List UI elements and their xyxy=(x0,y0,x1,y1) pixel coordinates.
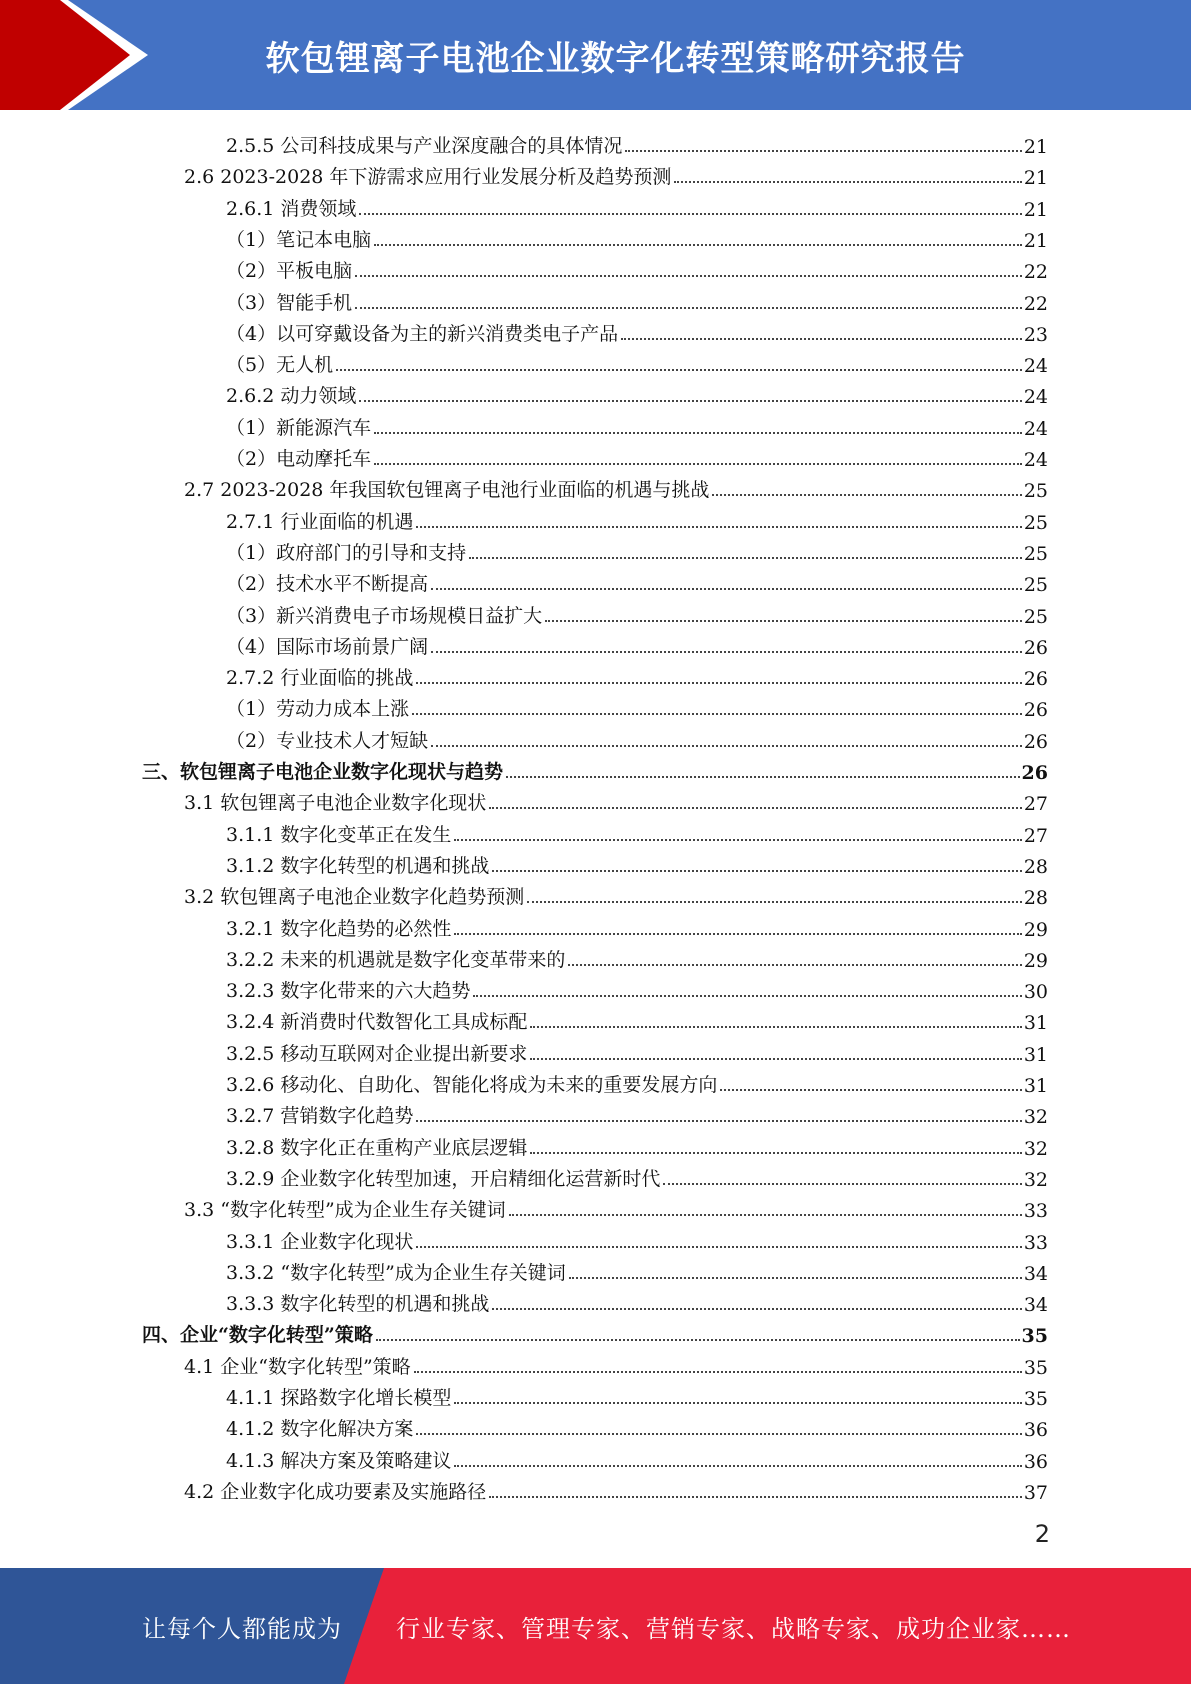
toc-entry-title: 3.1.1 数字化变革正在发生 xyxy=(226,823,452,846)
toc-entry-page: 21 xyxy=(1023,136,1048,158)
toc-entry-page: 22 xyxy=(1023,261,1048,284)
toc-entry-title: 4.1.2 数字化解决方案 xyxy=(226,1418,414,1441)
toc-entry-page: 25 xyxy=(1023,574,1048,597)
toc-entry-title: （4）国际市场前景广阔 xyxy=(226,635,429,658)
toc-leader-dots xyxy=(431,745,1022,747)
toc-entry-title: 2.7.2 行业面临的挑战 xyxy=(226,667,414,690)
toc-entry-title: （1）笔记本电脑 xyxy=(226,228,372,251)
toc-entry-title: 四、企业“数字化转型”策略 xyxy=(142,1324,373,1347)
toc-entry[interactable] xyxy=(226,127,1048,158)
toc-entry-page: 23 xyxy=(1023,323,1048,346)
toc-entry-title: 3.2.9 企业数字化转型加速，开启精细化运营新时代 xyxy=(226,1167,661,1190)
toc-leader-dots xyxy=(569,1277,1022,1279)
toc-entry-page: 24 xyxy=(1023,449,1048,471)
toc-entry-page: 26 xyxy=(1023,730,1048,753)
toc-entry-page: 32 xyxy=(1023,1168,1048,1191)
toc-entry-title: （1）劳动力成本上涨 xyxy=(226,698,410,721)
toc-entry-title: 3.3.1 企业数字化现状 xyxy=(226,1230,414,1253)
toc-entry-title: 3.3.2 “数字化转型”成为企业生存关键词 xyxy=(226,1261,566,1284)
toc-entry-title: （5）无人机 xyxy=(226,354,334,377)
toc-entry-title: 2.6 2023-2028 年下游需求应用行业发展分析及趋势预测 xyxy=(184,166,672,189)
toc-entry-page: 27 xyxy=(1023,824,1048,847)
toc-leader-dots xyxy=(374,463,1022,465)
toc-leader-dots xyxy=(376,1339,1020,1341)
toc-entry-page: 26 xyxy=(1023,636,1048,659)
toc-entry[interactable] xyxy=(226,659,1048,690)
toc-entry-page: 26 xyxy=(1023,699,1048,722)
toc-entry-title: 2.5.5 公司科技成果与产业深度融合的具体情况 xyxy=(226,135,623,157)
toc-entry[interactable] xyxy=(226,816,1048,847)
report-title: 软包锂离子电池企业数字化转型策略研究报告 xyxy=(265,38,966,79)
toc-entry-page: 28 xyxy=(1023,887,1048,910)
toc-entry-page: 33 xyxy=(1023,1200,1048,1223)
toc-entry-title: 3.2.7 营销数字化趋势 xyxy=(226,1105,414,1128)
toc-leader-dots xyxy=(720,1089,1021,1091)
toc-leader-dots xyxy=(416,526,1021,528)
toc-entry[interactable] xyxy=(226,503,1048,534)
toc-leader-dots xyxy=(506,776,1020,778)
toc-entry-title: 3.2.3 数字化带来的六大趋势 xyxy=(226,980,471,1003)
toc-leader-dots xyxy=(412,713,1022,715)
toc-leader-dots xyxy=(489,807,1022,809)
footer-slogan-left: 让每个人都能成为 xyxy=(142,1614,342,1643)
toc-entry-page: 33 xyxy=(1023,1231,1048,1254)
toc-entry-title: （1）新能源汽车 xyxy=(226,416,372,439)
toc-entry-page: 36 xyxy=(1023,1419,1048,1442)
toc-entry-title: 4.1 企业“数字化转型”策略 xyxy=(184,1355,411,1378)
toc-leader-dots xyxy=(545,620,1022,622)
toc-leader-dots xyxy=(712,494,1021,496)
toc-entry-page: 36 xyxy=(1023,1450,1048,1473)
header-chevron-icon xyxy=(0,0,160,110)
toc-leader-dots xyxy=(336,369,1022,371)
toc-entry-page: 24 xyxy=(1023,355,1048,378)
toc-entry[interactable] xyxy=(226,1442,1048,1473)
toc-entry-page: 31 xyxy=(1023,1012,1048,1035)
toc-entry-title: 2.7 2023-2028 年我国软包锂离子电池行业面临的机遇与挑战 xyxy=(184,479,710,502)
toc-entry-page: 25 xyxy=(1023,542,1048,565)
toc-entry-page: 24 xyxy=(1023,386,1048,409)
toc-entry-page: 25 xyxy=(1023,605,1048,628)
toc-entry[interactable] xyxy=(226,1160,1048,1191)
toc-entry-title: 2.7.1 行业面临的机遇 xyxy=(226,510,414,533)
toc-leader-dots xyxy=(527,901,1022,903)
toc-entry-page: 21 xyxy=(1023,229,1048,252)
toc-leader-dots xyxy=(454,933,1021,935)
toc-entry[interactable] xyxy=(226,722,1048,753)
toc-entry[interactable] xyxy=(226,346,1048,377)
toc-entry[interactable] xyxy=(184,158,1048,189)
toc-entry[interactable] xyxy=(226,1223,1048,1254)
toc-leader-dots xyxy=(454,1402,1021,1404)
toc-entry[interactable] xyxy=(226,284,1048,315)
toc-entry-title: 3.2 软包锂离子电池企业数字化趋势预测 xyxy=(184,886,525,909)
toc-entry-title: （2）电动摩托车 xyxy=(226,448,372,470)
toc-entry-title: 2.6.2 动力领域 xyxy=(226,385,357,408)
toc-leader-dots xyxy=(374,244,1022,246)
page-footer xyxy=(0,1568,1191,1684)
toc-entry[interactable] xyxy=(226,690,1048,721)
toc-entry[interactable] xyxy=(226,1285,1048,1316)
footer-slogan-right: 行业专家、管理专家、营销专家、战略专家、成功企业家…… xyxy=(396,1614,1071,1643)
toc-entry-page: 35 xyxy=(1021,1325,1048,1348)
toc-entry[interactable] xyxy=(226,565,1048,596)
toc-leader-dots xyxy=(509,1214,1022,1216)
toc-leader-dots xyxy=(469,557,1022,559)
toc-entry[interactable] xyxy=(226,534,1048,565)
toc-entry[interactable] xyxy=(184,471,1048,502)
toc-entry-page: 28 xyxy=(1023,855,1048,878)
toc-entry-title: 2.6.1 消费领域 xyxy=(226,197,357,220)
toc-entry-title: 4.2 企业数字化成功要素及实施路径 xyxy=(184,1480,487,1503)
toc-entry[interactable] xyxy=(226,190,1048,221)
toc-leader-dots xyxy=(416,1433,1021,1435)
toc-entry[interactable] xyxy=(226,972,1048,1003)
toc-entry-title: 3.2.8 数字化正在重构产业底层逻辑 xyxy=(226,1136,528,1159)
toc-entry[interactable] xyxy=(226,1129,1048,1160)
toc-entry-page: 29 xyxy=(1023,949,1048,972)
toc-entry-title: 3.3.3 数字化转型的机遇和挑战 xyxy=(226,1293,490,1316)
toc-entry[interactable] xyxy=(226,1410,1048,1441)
toc-entry-title: 3.2.6 移动化、自助化、智能化将成为未来的重要发展方向 xyxy=(226,1074,718,1096)
toc-leader-dots xyxy=(454,1465,1021,1467)
toc-leader-dots xyxy=(374,432,1022,434)
toc-entry-title: 4.1.3 解决方案及策略建议 xyxy=(226,1449,452,1472)
toc-entry-page: 35 xyxy=(1023,1388,1048,1410)
toc-leader-dots xyxy=(663,1183,1021,1185)
toc-leader-dots xyxy=(625,150,1021,152)
toc-entry[interactable] xyxy=(226,628,1048,659)
toc-entry[interactable] xyxy=(142,1316,1048,1347)
toc-leader-dots xyxy=(414,1371,1022,1373)
toc-entry-page: 32 xyxy=(1023,1106,1048,1129)
toc-entry[interactable] xyxy=(184,1348,1048,1379)
toc-entry-title: 3.2.5 移动互联网对企业提出新要求 xyxy=(226,1042,528,1065)
toc-leader-dots xyxy=(530,1152,1021,1154)
toc-entry[interactable] xyxy=(226,409,1048,440)
toc-entry[interactable] xyxy=(226,910,1048,941)
toc-leader-dots xyxy=(530,1058,1021,1060)
toc-entry-title: （2）平板电脑 xyxy=(226,260,353,283)
toc-entry[interactable] xyxy=(226,1097,1048,1128)
toc-leader-dots xyxy=(568,964,1021,966)
toc-leader-dots xyxy=(473,995,1021,997)
toc-entry-title: （2）专业技术人才短缺 xyxy=(226,729,429,752)
toc-entry-page: 25 xyxy=(1023,480,1048,503)
toc-entry-title: 3.2.4 新消费时代数智化工具成标配 xyxy=(226,1011,528,1034)
toc-entry-page: 26 xyxy=(1023,668,1048,691)
toc-leader-dots xyxy=(492,1308,1021,1310)
toc-leader-dots xyxy=(416,682,1021,684)
toc-entry[interactable] xyxy=(226,1379,1048,1410)
toc-entry-title: （3）新兴消费电子市场规模日益扩大 xyxy=(226,604,543,627)
toc-entry[interactable] xyxy=(226,377,1048,408)
toc-leader-dots xyxy=(454,839,1021,841)
toc-entry[interactable] xyxy=(184,784,1048,815)
toc-entry[interactable] xyxy=(184,1473,1048,1504)
toc-entry-title: 3.1.2 数字化转型的机遇和挑战 xyxy=(226,854,490,877)
toc-entry[interactable] xyxy=(184,878,1048,909)
toc-entry[interactable] xyxy=(226,1003,1048,1034)
toc-leader-dots xyxy=(416,1246,1021,1248)
toc-entry-page: 34 xyxy=(1023,1294,1048,1317)
toc-leader-dots xyxy=(355,307,1022,309)
toc-leader-dots xyxy=(492,870,1021,872)
page-number: 2 xyxy=(1034,1520,1050,1548)
toc-entry[interactable] xyxy=(226,221,1048,252)
toc-entry[interactable] xyxy=(226,252,1048,283)
toc-leader-dots xyxy=(530,1026,1021,1028)
toc-leader-dots xyxy=(489,1496,1022,1498)
page-header xyxy=(0,0,1191,110)
toc-leader-dots xyxy=(431,651,1022,653)
toc-entry[interactable] xyxy=(226,1066,1048,1097)
toc-leader-dots xyxy=(359,213,1021,215)
toc-leader-dots xyxy=(621,338,1022,340)
toc-leader-dots xyxy=(674,181,1021,183)
toc-entry-title: 3.2.1 数字化趋势的必然性 xyxy=(226,917,452,940)
toc-entry[interactable] xyxy=(226,1254,1048,1285)
toc-entry-title: 三、软包锂离子电池企业数字化现状与趋势 xyxy=(142,761,504,783)
toc-entry[interactable] xyxy=(226,941,1048,972)
toc-entry-page: 37 xyxy=(1023,1481,1048,1504)
toc-entry-title: （3）智能手机 xyxy=(226,291,353,314)
toc-entry-page: 24 xyxy=(1023,417,1048,440)
toc-entry[interactable] xyxy=(226,1035,1048,1066)
toc-entry-page: 25 xyxy=(1023,511,1048,534)
toc-entry-page: 27 xyxy=(1023,793,1048,816)
toc-entry[interactable] xyxy=(184,1191,1048,1222)
toc-entry-title: 4.1.1 探路数字化增长模型 xyxy=(226,1387,452,1409)
toc-entry-page: 34 xyxy=(1023,1262,1048,1285)
toc-entry-title: 3.3 “数字化转型”成为企业生存关键词 xyxy=(184,1199,506,1222)
toc-leader-dots xyxy=(431,588,1022,590)
toc-entry-page: 21 xyxy=(1023,167,1048,190)
toc-entry-page: 31 xyxy=(1023,1075,1048,1097)
toc-entry-page: 30 xyxy=(1023,981,1048,1004)
toc-entry-page: 29 xyxy=(1023,918,1048,941)
toc-entry[interactable] xyxy=(226,440,1048,471)
toc-entry[interactable] xyxy=(226,847,1048,878)
toc-entry-title: （2）技术水平不断提高 xyxy=(226,573,429,596)
toc-entry-title: 3.1 软包锂离子电池企业数字化现状 xyxy=(184,792,487,815)
toc-entry-title: 3.2.2 未来的机遇就是数字化变革带来的 xyxy=(226,948,566,971)
toc-leader-dots xyxy=(359,400,1021,402)
toc-entry-page: 32 xyxy=(1023,1137,1048,1160)
toc-entry-page: 35 xyxy=(1023,1356,1048,1379)
toc-entry-page: 31 xyxy=(1023,1043,1048,1066)
toc-entry[interactable] xyxy=(226,315,1048,346)
toc-entry-page: 21 xyxy=(1023,198,1048,221)
toc-entry-title: （4）以可穿戴设备为主的新兴消费类电子产品 xyxy=(226,322,619,345)
toc-entry-page: 22 xyxy=(1023,292,1048,315)
toc-entry[interactable] xyxy=(142,753,1048,784)
toc-leader-dots xyxy=(416,1120,1021,1122)
toc-entry-page: 26 xyxy=(1021,762,1048,784)
toc-leader-dots xyxy=(355,275,1022,277)
toc-entry-title: （1）政府部门的引导和支持 xyxy=(226,541,467,564)
toc-entry[interactable] xyxy=(226,597,1048,628)
